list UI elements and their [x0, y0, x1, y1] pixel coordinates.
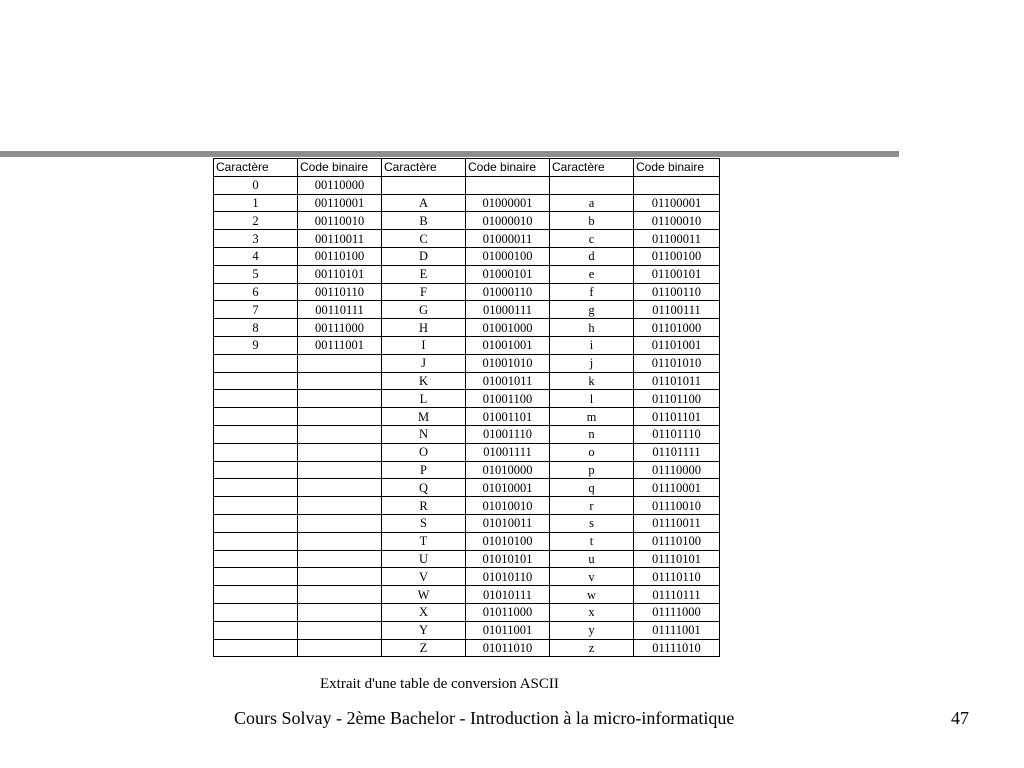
table-cell: H: [382, 319, 466, 337]
table-cell: Y: [382, 621, 466, 639]
table-cell: B: [382, 212, 466, 230]
table-cell: 01100010: [634, 212, 720, 230]
table-cell: 01101101: [634, 408, 720, 426]
table-row: [214, 461, 720, 479]
table-row: [214, 550, 720, 568]
header-cell: Code binaire: [298, 159, 382, 177]
table-cell: J: [382, 354, 466, 372]
table-cell: 00111000: [298, 319, 382, 337]
table-cell: 01100001: [634, 194, 720, 212]
table-cell: [298, 443, 382, 461]
table-cell: P: [382, 461, 466, 479]
table-cell: 01010100: [466, 532, 550, 550]
table-cell: p: [550, 461, 634, 479]
table-row: [214, 639, 720, 657]
table-cell: a: [550, 194, 634, 212]
table-cell: [298, 479, 382, 497]
table-cell: y: [550, 621, 634, 639]
table-cell: 01110100: [634, 532, 720, 550]
table-cell: 4: [214, 247, 298, 265]
table-row: [214, 194, 720, 212]
table-row: [214, 319, 720, 337]
table-cell: 00111001: [298, 336, 382, 354]
header-cell: Code binaire: [634, 159, 720, 177]
table-cell: x: [550, 603, 634, 621]
table-cell: 01110110: [634, 568, 720, 586]
table-cell: 01110011: [634, 514, 720, 532]
table-cell: 1: [214, 194, 298, 212]
table-cell: 9: [214, 336, 298, 354]
table-cell: D: [382, 247, 466, 265]
table-cell: 01000111: [466, 301, 550, 319]
table-cell: 01001010: [466, 354, 550, 372]
header-cell: Code binaire: [466, 159, 550, 177]
table-cell: Q: [382, 479, 466, 497]
table-body: [214, 176, 720, 657]
table-cell: v: [550, 568, 634, 586]
table-row: [214, 372, 720, 390]
table-row: [214, 212, 720, 230]
table-cell: 01010011: [466, 514, 550, 532]
table-row: [214, 443, 720, 461]
table-cell: E: [382, 265, 466, 283]
table-row: [214, 265, 720, 283]
table-cell: h: [550, 319, 634, 337]
table-cell: C: [382, 230, 466, 248]
table-cell: 01000100: [466, 247, 550, 265]
table-cell: [634, 176, 720, 194]
table-cell: K: [382, 372, 466, 390]
table-cell: 01000001: [466, 194, 550, 212]
table-cell: f: [550, 283, 634, 301]
header-cell: Caractère: [214, 159, 298, 177]
header-cell: Caractère: [382, 159, 466, 177]
table-cell: V: [382, 568, 466, 586]
table-cell: 01011000: [466, 603, 550, 621]
table-cell: 01110000: [634, 461, 720, 479]
table-row: [214, 479, 720, 497]
table-row: [214, 283, 720, 301]
table-cell: 01010101: [466, 550, 550, 568]
table-cell: 01001110: [466, 425, 550, 443]
table-cell: [214, 603, 298, 621]
table-cell: T: [382, 532, 466, 550]
table-cell: i: [550, 336, 634, 354]
table-cell: [550, 176, 634, 194]
table-cell: c: [550, 230, 634, 248]
table-cell: [382, 176, 466, 194]
table-row: [214, 354, 720, 372]
table-row: [214, 621, 720, 639]
table-cell: [214, 479, 298, 497]
table-cell: [298, 461, 382, 479]
table-cell: X: [382, 603, 466, 621]
page-number: 47: [951, 708, 969, 728]
table-cell: [214, 568, 298, 586]
table-cell: [466, 176, 550, 194]
table-cell: 01011010: [466, 639, 550, 657]
table-row: [214, 568, 720, 586]
table-cell: 01111010: [634, 639, 720, 657]
table-cell: 01000110: [466, 283, 550, 301]
table-cell: [214, 532, 298, 550]
table-cell: 00110111: [298, 301, 382, 319]
table-cell: 01111001: [634, 621, 720, 639]
footer-course-title: Cours Solvay - 2ème Bachelor - Introduction à la micro-informatique: [234, 708, 735, 728]
table-row: [214, 586, 720, 604]
table-cell: s: [550, 514, 634, 532]
table-cell: 01010110: [466, 568, 550, 586]
table-cell: 01110010: [634, 497, 720, 515]
table-cell: m: [550, 408, 634, 426]
table-cell: [214, 408, 298, 426]
table-cell: [214, 354, 298, 372]
table-cell: b: [550, 212, 634, 230]
table-cell: 01010010: [466, 497, 550, 515]
table-cell: [214, 372, 298, 390]
table-cell: [214, 639, 298, 657]
table-cell: 00110011: [298, 230, 382, 248]
table-row: [214, 408, 720, 426]
table-cell: [298, 354, 382, 372]
table-cell: A: [382, 194, 466, 212]
table-cell: F: [382, 283, 466, 301]
table-cell: [214, 461, 298, 479]
table-cell: 01001101: [466, 408, 550, 426]
table-cell: W: [382, 586, 466, 604]
table-row: [214, 514, 720, 532]
table-cell: t: [550, 532, 634, 550]
table-cell: [298, 586, 382, 604]
table-cell: 01110001: [634, 479, 720, 497]
table-cell: e: [550, 265, 634, 283]
table-cell: 00110101: [298, 265, 382, 283]
table-row: [214, 230, 720, 248]
table-cell: 00110110: [298, 283, 382, 301]
table-cell: 01000011: [466, 230, 550, 248]
table-cell: [298, 514, 382, 532]
table-cell: R: [382, 497, 466, 515]
table-cell: [298, 425, 382, 443]
table-cell: 01010000: [466, 461, 550, 479]
table-cell: M: [382, 408, 466, 426]
table-cell: Z: [382, 639, 466, 657]
table-cell: O: [382, 443, 466, 461]
table-caption: Extrait d'une table de conversion ASCII: [320, 676, 559, 692]
table-cell: N: [382, 425, 466, 443]
table-cell: 01110101: [634, 550, 720, 568]
table-cell: 0: [214, 176, 298, 194]
table-cell: 01111000: [634, 603, 720, 621]
table-cell: 01001000: [466, 319, 550, 337]
table-cell: G: [382, 301, 466, 319]
table-cell: [298, 532, 382, 550]
table-cell: 3: [214, 230, 298, 248]
horizontal-rule: [0, 151, 899, 157]
table-cell: [214, 514, 298, 532]
table-cell: [214, 497, 298, 515]
table-cell: 01001111: [466, 443, 550, 461]
table-cell: I: [382, 336, 466, 354]
table-cell: 01000101: [466, 265, 550, 283]
table-cell: 00110001: [298, 194, 382, 212]
table-cell: n: [550, 425, 634, 443]
table-cell: 01011001: [466, 621, 550, 639]
table-cell: 01010001: [466, 479, 550, 497]
table-cell: 01101111: [634, 443, 720, 461]
table-cell: 01100111: [634, 301, 720, 319]
table-row: [214, 497, 720, 515]
table-cell: 01101011: [634, 372, 720, 390]
table-cell: 00110000: [298, 176, 382, 194]
table-row: [214, 425, 720, 443]
table-cell: 6: [214, 283, 298, 301]
table-cell: 01001100: [466, 390, 550, 408]
table-cell: [298, 390, 382, 408]
ascii-table: [213, 158, 720, 657]
table-cell: [214, 443, 298, 461]
table-cell: [298, 603, 382, 621]
table-cell: 01001011: [466, 372, 550, 390]
table-cell: 5: [214, 265, 298, 283]
table-cell: [298, 408, 382, 426]
table-cell: [214, 425, 298, 443]
table-row: [214, 176, 720, 194]
table-cell: 2: [214, 212, 298, 230]
table-cell: [298, 372, 382, 390]
table-row: [214, 247, 720, 265]
table-cell: 01101010: [634, 354, 720, 372]
table-cell: [298, 639, 382, 657]
table-cell: r: [550, 497, 634, 515]
table-cell: 01100011: [634, 230, 720, 248]
table-cell: g: [550, 301, 634, 319]
table-cell: [298, 497, 382, 515]
table-cell: u: [550, 550, 634, 568]
table-row: [214, 390, 720, 408]
table-cell: [214, 621, 298, 639]
table-cell: 00110010: [298, 212, 382, 230]
table-cell: 01100110: [634, 283, 720, 301]
table-cell: [298, 550, 382, 568]
table-cell: 00110100: [298, 247, 382, 265]
table-cell: l: [550, 390, 634, 408]
table-cell: j: [550, 354, 634, 372]
table-cell: [298, 621, 382, 639]
table-cell: 8: [214, 319, 298, 337]
table-cell: 01101000: [634, 319, 720, 337]
table-cell: 01100100: [634, 247, 720, 265]
header-cell: Caractère: [550, 159, 634, 177]
table-row: [214, 301, 720, 319]
table-cell: 7: [214, 301, 298, 319]
table-cell: d: [550, 247, 634, 265]
table-header-row: [214, 159, 720, 177]
table-cell: 01101001: [634, 336, 720, 354]
table-cell: o: [550, 443, 634, 461]
table-cell: U: [382, 550, 466, 568]
table-cell: w: [550, 586, 634, 604]
table-cell: q: [550, 479, 634, 497]
table-cell: k: [550, 372, 634, 390]
table-cell: [214, 586, 298, 604]
table-cell: 01010111: [466, 586, 550, 604]
table-cell: [298, 568, 382, 586]
table-row: [214, 336, 720, 354]
table-cell: [214, 550, 298, 568]
table-cell: S: [382, 514, 466, 532]
table-cell: L: [382, 390, 466, 408]
table-cell: 01110111: [634, 586, 720, 604]
table-cell: 01100101: [634, 265, 720, 283]
table-cell: 01101100: [634, 390, 720, 408]
table-cell: z: [550, 639, 634, 657]
table-row: [214, 532, 720, 550]
table-cell: 01001001: [466, 336, 550, 354]
table-cell: 01000010: [466, 212, 550, 230]
table-cell: 01101110: [634, 425, 720, 443]
table-row: [214, 603, 720, 621]
table-cell: [214, 390, 298, 408]
